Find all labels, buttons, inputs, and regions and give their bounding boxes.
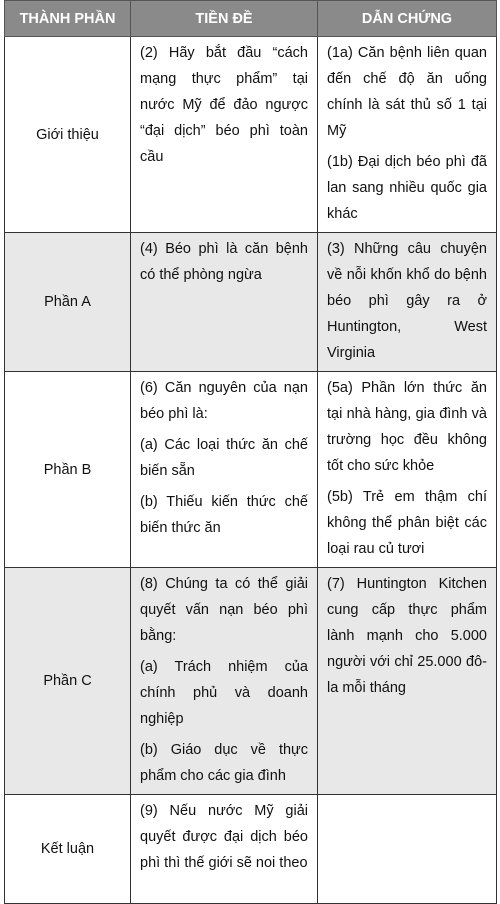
header-premise: TIỀN ĐỀ [131,1,318,37]
header-evidence: DẪN CHỨNG [318,1,497,37]
premise-text: (b) Thiếu kiến thức chế biến thức ăn [140,494,308,536]
premise-text: (6) Căn nguyên của nạn béo phì là: [140,380,308,422]
section-cell: Phần B [5,372,131,568]
premise-cell [131,568,318,795]
speech-structure-table [4,0,497,904]
section-cell: Phần A [5,233,131,372]
premise-text: (b) Giáo dục về thực phẩm cho các gia đình [140,742,308,784]
evidence-text: (5b) Trẻ em thậm chí không thể phân biệt các loại rau củ tươi [327,489,487,557]
header-section: THÀNH PHẦN [5,1,131,37]
evidence-text: (1a) Căn bệnh liên quan đến chế độ ăn uống chính là sát thủ số 1 tại Mỹ [327,45,487,139]
evidence-text: (1b) Đại dịch béo phì đã lan sang nhiều quốc gia khác [327,154,487,222]
evidence-cell [318,568,497,795]
premise-cell [131,37,318,233]
evidence-text: (3) Những câu chuyện về nỗi khốn khổ do bệnh béo phì gây ra ở Huntington, West Virginia [327,241,487,361]
table-row [5,568,497,795]
premise-text: (8) Chúng ta có thể giải quyết vấn nạn béo phì bằng: [140,576,308,644]
section-cell: Giới thiệu [5,37,131,233]
evidence-cell [318,372,497,568]
premise-cell [131,372,318,568]
premise-text: (a) Các loại thức ăn chế biến sẵn [140,437,308,479]
premise-text: (a) Trách nhiệm của chính phủ và doanh nghiệp [140,659,308,727]
evidence-cell-empty [318,795,497,904]
premise-text: (2) Hãy bắt đầu “cách mạng thực phẩm” tại nước Mỹ để đảo ngược “đại dịch” béo phì toàn cầu [140,45,308,165]
evidence-text: (7) Huntington Kitchen cung cấp thực phẩm lành mạnh cho 5.000 người với chỉ 25.000 đô-la mỗi tháng [327,576,487,696]
premise-text: (9) Nếu nước Mỹ giải quyết được đại dịch béo phì thì thế giới sẽ noi theo [140,803,308,871]
evidence-text: (5a) Phần lớn thức ăn tại nhà hàng, gia đình và trường học đều không tốt cho sức khỏe [327,380,487,474]
premise-cell [131,233,318,372]
section-cell: Kết luận [5,795,131,904]
section-cell: Phần C [5,568,131,795]
premise-cell [131,795,318,904]
table-row [5,372,497,568]
evidence-cell [318,37,497,233]
evidence-cell [318,233,497,372]
table-row [5,233,497,372]
premise-text: (4) Béo phì là căn bệnh có thể phòng ngừa [140,241,308,283]
table-row [5,37,497,233]
table-row [5,795,497,904]
header-row [5,1,497,37]
